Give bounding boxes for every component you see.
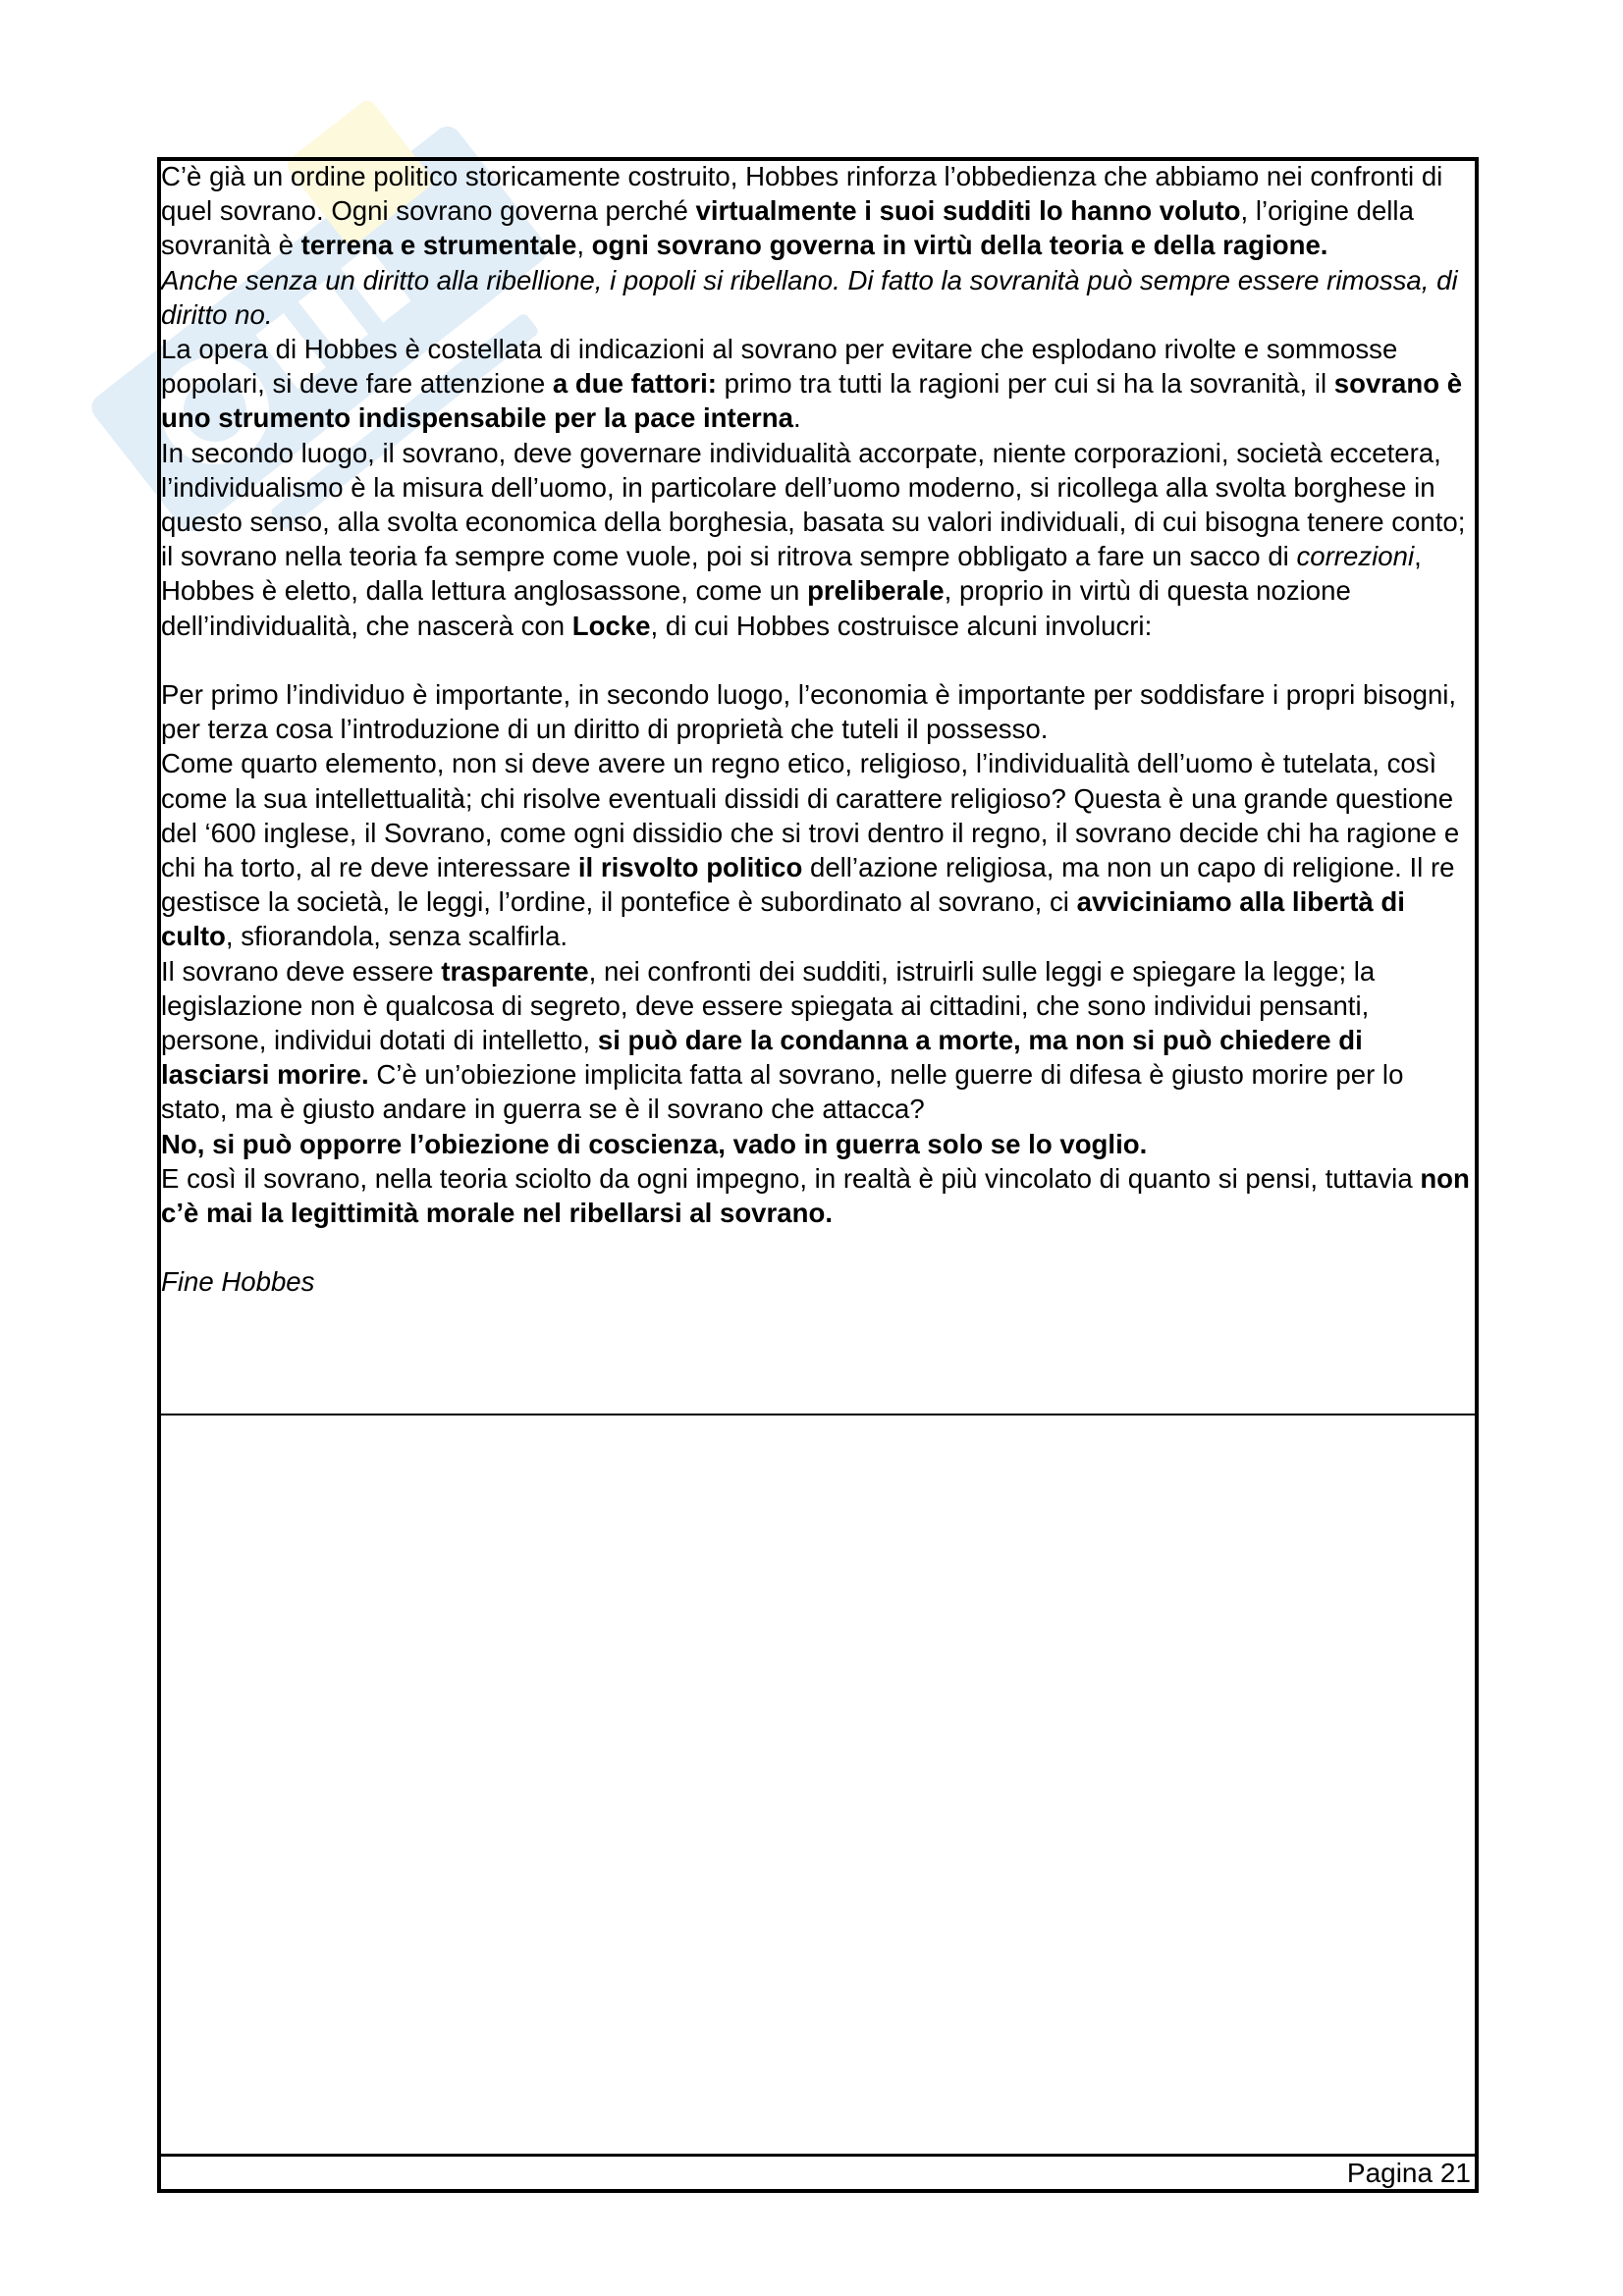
paragraph	[161, 677, 1471, 746]
text-run: dell’azione religiosa, ma non un capo di religione. Il re gestisce la società, le leggi, l’ordine, il pontefice è subordinato al sovrano, ci	[161, 852, 1455, 918]
bold-text: trasparente	[441, 955, 589, 987]
bold-text: No, si può opporre l’obiezione di coscienza, vado in guerra solo se lo voglio.	[161, 1128, 1148, 1159]
text-run: In secondo luogo, il sovrano, deve governare individualità accorpate, niente corporazioni, società eccetera, l’individualismo è la misura dell’uomo, in particolare dell’uomo moderno, si ricollega alla svolta borghese in questo senso, alla svolta economica della borghesia, basata su valori individuali, di cui bisogna tenere conto; il sovrano nella teoria fa sempre come vuole, poi si ritrova sempre obbligato a fare un sacco di	[161, 437, 1466, 572]
bold-text: preliberale	[807, 575, 945, 607]
blank-line	[161, 1230, 1471, 1264]
text-run: ,	[576, 230, 592, 261]
text-run: , Hobbes è eletto, dalla lettura anglosassone, come un	[161, 541, 1422, 607]
bold-text: sovrano è uno strumento indispensabile per la pace interna	[161, 368, 1463, 434]
text-run: C’è già un ordine politico storicamente costruito, Hobbes rinforza l’obbedienza che abbiamo nei confronti di quel sovrano. Ogni sovrano governa perché	[161, 161, 1443, 227]
text-run: , l’origine della sovranità è	[161, 195, 1414, 261]
text-run: Come quarto elemento, non si deve avere un regno etico, religioso, l’individualità dell’uomo è tutelata, così come la sua intellettualità; chi risolve eventuali dissidi di carattere religioso? Questa è una grande questione del ‘600 inglese, il Sovrano, come ogni dissidio che si trovi dentro il regno, il sovrano decide chi ha ragione e chi ha torto, al re deve interessare	[161, 748, 1460, 883]
text-run: E così il sovrano, nella teoria sciolto da ogni impegno, in realtà è più vincolato di quanto si pensi, tuttavia	[161, 1162, 1421, 1194]
text-run: Il sovrano deve essere	[161, 955, 442, 987]
text-run: primo tra tutti la ragioni per cui si ha la sovranità, il	[716, 368, 1334, 400]
bold-text: avviciniamo alla libertà di culto	[161, 886, 1405, 952]
paragraph	[161, 1264, 1471, 1299]
paragraph	[161, 954, 1471, 1127]
text-run: La opera di Hobbes è costellata di indicazioni al sovrano per evitare che esplodano rivolte e sommosse popolari, si deve fare attenzione	[161, 334, 1398, 400]
bold-text: ogni sovrano governa in virtù della teoria e della ragione.	[591, 230, 1328, 261]
paragraph	[161, 332, 1471, 436]
bold-text: si può dare la condanna a morte, ma non si può chiedere di lasciarsi morire.	[161, 1025, 1363, 1091]
paragraph	[161, 746, 1471, 953]
italic-text: Anche senza un diritto alla ribellione, i popoli si ribellano. Di fatto la sovranità può sempre essere rimossa, di diritto no.	[161, 264, 1458, 330]
bold-text: Locke	[571, 610, 651, 641]
text-run: .	[793, 402, 801, 434]
text-run: , nei confronti dei sudditi, istruirli sulle leggi e spiegare la legge; la legislazione non è qualcosa di segreto, deve essere spiegata ai cittadini, che sono individui pensanti, persone, individui dotati di intelletto,	[161, 955, 1376, 1056]
text-run: , sfiorandola, senza scalfirla.	[225, 921, 568, 952]
paragraph	[161, 159, 1471, 263]
bold-text: terrena e strumentale	[300, 230, 577, 261]
page-number: Pagina 21	[1346, 2158, 1471, 2188]
bold-text: non c’è mai la legittimità morale nel ribellarsi al sovrano.	[161, 1162, 1470, 1229]
text-run: Per primo l’individuo è importante, in secondo luogo, l’economia è importante per soddisfare i propri bisogni, per terza cosa l’introduzione di un diritto di proprietà che tuteli il possesso.	[161, 679, 1457, 745]
text-run: , di cui Hobbes costruisce alcuni involucri:	[650, 610, 1153, 641]
bold-text: virtualmente i suoi sudditi lo hanno voluto	[695, 195, 1241, 227]
bold-text: a due fattori:	[552, 368, 717, 400]
paragraph	[161, 436, 1471, 643]
page-footer	[157, 2156, 1479, 2193]
bold-text: il risvolto politico	[577, 852, 803, 883]
document-text-box	[157, 157, 1479, 1415]
italic-text: correzioni	[1296, 541, 1415, 572]
blank-line	[161, 643, 1471, 677]
paragraph	[161, 263, 1471, 332]
text-run: C’è un’obiezione implicita fatta al sovrano, nelle guerre di difesa è giusto morire per lo stato, ma è giusto andare in guerra se è il sovrano che attacca?	[161, 1059, 1404, 1125]
paragraph	[161, 1161, 1471, 1230]
text-run: , proprio in virtù di questa nozione dell’individualità, che nascerà con	[161, 575, 1351, 641]
paragraph	[161, 1127, 1471, 1161]
italic-text: Fine Hobbes	[161, 1266, 315, 1298]
